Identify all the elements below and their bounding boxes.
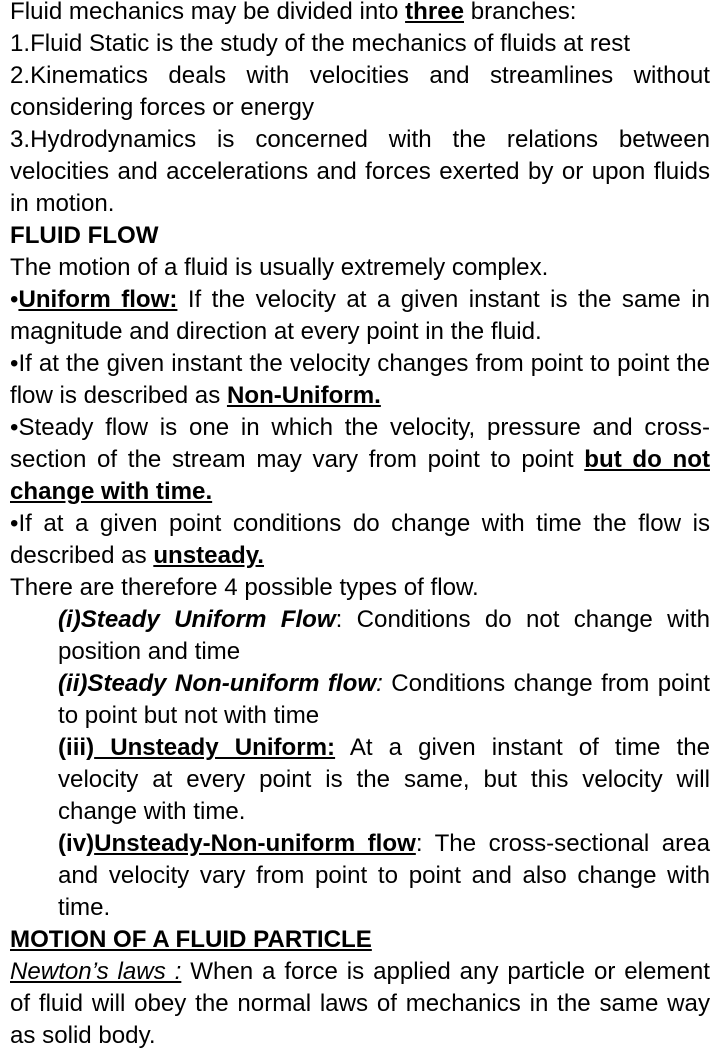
bullet-glyph: • — [10, 286, 19, 313]
flow-type-sep: : — [376, 670, 383, 697]
bullet-glyph: • — [10, 350, 19, 377]
intro-text-end: branches: — [464, 0, 577, 25]
branch-item: 3.Hydrodynamics is concerned with the relations between velocities and accelerations and forces exerted by or upon fluids in motion. — [10, 126, 710, 217]
flow-type-label: (ii)Steady Non-uniform flow — [58, 670, 377, 697]
steady-flow-text: Steady flow is one in which the velocity, pressure and cross-section of the stream may vary from point to point — [10, 414, 710, 473]
unsteady-term: unsteady. — [153, 542, 264, 569]
flow-types-intro: There are therefore 4 possible types of flow. — [10, 574, 479, 601]
flow-type-number: (iv) — [58, 830, 95, 857]
bullet-nonuniform-flow — [10, 348, 710, 412]
bullet-steady-flow — [10, 412, 710, 508]
bullet-glyph: • — [10, 510, 19, 537]
document-page — [10, 0, 710, 1052]
newton-laws-paragraph — [10, 956, 710, 1052]
intro-text: Fluid mechanics may be divided into — [10, 0, 406, 25]
flow-type-label: Unsteady-Non-uniform flow — [94, 830, 416, 857]
flow-type-text: At a given instant of time the velocity at every point is the same, but this velocity will change with time. — [58, 734, 710, 825]
bullet-glyph: • — [10, 414, 19, 441]
bullet-unsteady-flow — [10, 508, 710, 572]
unsteady-text: If at a given point conditions do change with time the flow is described as — [10, 510, 710, 569]
branch-item: 1.Fluid Static is the study of the mechanics of fluids at rest — [10, 30, 631, 57]
flow-type-text: : The cross-sectional area and velocity vary from point to point and also change with time. — [58, 830, 710, 921]
flow-type-steady-nonuniform — [10, 668, 710, 732]
flow-type-sep: : — [335, 606, 343, 633]
flow-type-label: (i)Steady Uniform Flow — [58, 606, 336, 633]
flow-type-label: Unsteady Uniform: — [94, 734, 336, 761]
nonuniform-term: Non-Uniform. — [226, 382, 381, 409]
uniform-flow-term: Uniform flow: — [18, 286, 178, 313]
uniform-flow-text: If the velocity at a given instant is the same in magnitude and direction at every point in the fluid. — [10, 286, 710, 345]
motion-heading: MOTION OF A FLUID PARTICLE — [10, 926, 372, 953]
fluid-flow-heading: FLUID FLOW — [10, 222, 159, 249]
flow-type-unsteady-nonuniform — [10, 828, 710, 924]
fluid-flow-intro: The motion of a fluid is usually extremely complex. — [10, 254, 549, 281]
intro-paragraph — [10, 0, 710, 28]
bullet-uniform-flow — [10, 284, 710, 348]
flow-type-steady-uniform — [10, 604, 710, 668]
flow-type-text: Conditions do not change with position and time — [58, 606, 710, 665]
flow-type-unsteady-uniform — [10, 732, 710, 828]
newton-laws-text: When a force is applied any particle or element of fluid will obey the normal laws of mechanics in the same way as solid body. — [10, 958, 710, 1049]
intro-emphasis: three — [405, 0, 464, 25]
flow-type-text: Conditions change from point to point but not with time — [58, 670, 710, 729]
nonuniform-text: If at the given instant the velocity changes from point to point the flow is described as — [10, 350, 710, 409]
branch-item: 2.Kinematics deals with velocities and streamlines without considering forces or energy — [10, 62, 710, 121]
newton-laws-label: Newton’s laws : — [10, 958, 182, 985]
flow-type-number: (iii) — [58, 734, 95, 761]
steady-flow-term: but do not change with time. — [10, 446, 710, 505]
